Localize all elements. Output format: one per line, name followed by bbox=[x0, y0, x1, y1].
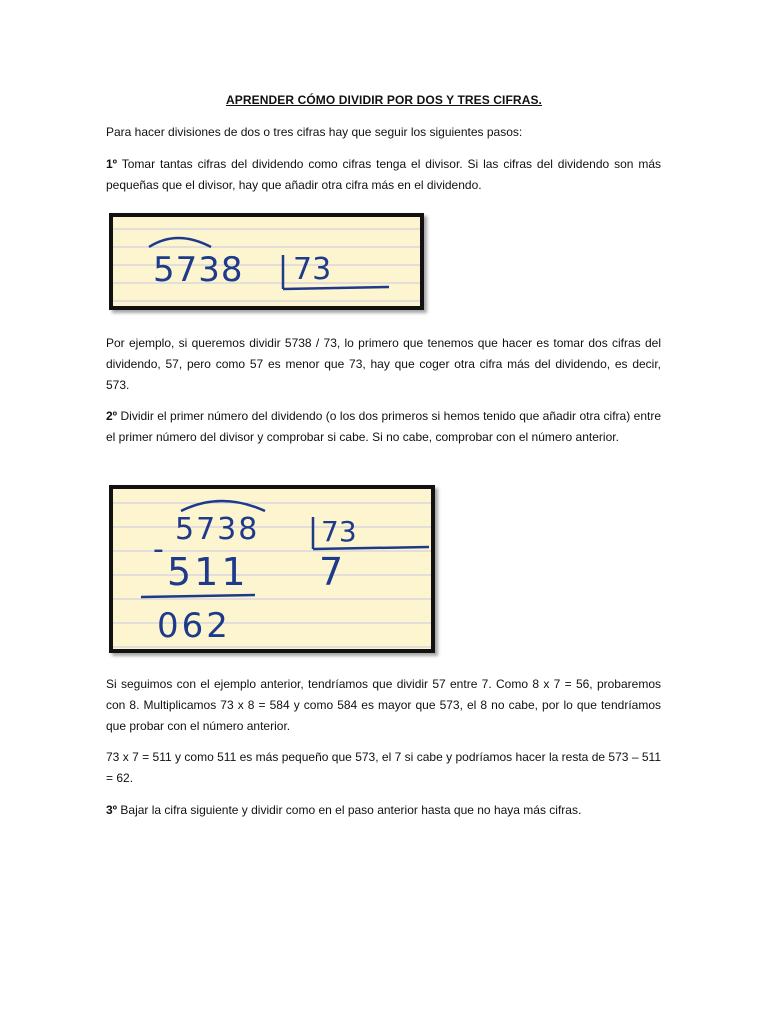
step3-text: Bajar la cifra siguiente y dividir como en el paso anterior hasta que no haya más cifras. bbox=[117, 803, 582, 817]
figure2-subtrahend: 511 bbox=[167, 550, 249, 594]
division-bracket-horizontal bbox=[283, 287, 389, 289]
step1-label: 1º bbox=[106, 157, 118, 171]
dividend-arc bbox=[149, 238, 211, 247]
example3-paragraph: 73 x 7 = 511 y como 511 es más pequeño que 573, el 7 si cabe y podríamos hacer la resta de 573 – 511 = 62. bbox=[106, 750, 661, 785]
step3-label: 3º bbox=[106, 803, 118, 817]
document-title: APRENDER CÓMO DIVIDIR POR DOS Y TRES CIFRAS. bbox=[226, 93, 542, 107]
figure2-svg bbox=[113, 489, 431, 649]
subtraction-line bbox=[141, 595, 255, 597]
example1-paragraph: Por ejemplo, si queremos dividir 5738 / 73, lo primero que tenemos que hacer es tomar dos cifras del dividendo, 57, pero como 57 es menor que 73, hay que coger otra cifra más del dividendo, es decir, 573. bbox=[106, 336, 661, 392]
figure-division-first-step bbox=[109, 485, 435, 653]
step1-paragraph bbox=[106, 154, 661, 196]
step2-label: 2º bbox=[106, 409, 118, 423]
intro-paragraph: Para hacer divisiones de dos o tres cifras hay que seguir los siguientes pasos: bbox=[106, 125, 523, 139]
figure2-dividend: 5738 bbox=[175, 512, 260, 547]
figure1-divisor: 73 bbox=[293, 252, 332, 287]
figure1-svg bbox=[113, 217, 420, 306]
step1-text: Tomar tantas cifras del dividendo como cifras tenga el divisor. Si las cifras del dividendo son más pequeñas que el divisor, hay que añadir otra cifra más en el dividendo. bbox=[106, 157, 661, 192]
figure2-quotient: 7 bbox=[319, 550, 344, 594]
figure2-remainder: 062 bbox=[157, 606, 231, 646]
step2-paragraph bbox=[106, 406, 661, 448]
step2-text: Dividir el primer número del dividendo (o los dos primeros si hemos tenido que añadir otra cifra) entre el primer número del divisor y comprobar si cabe. Si no cabe, comprobar con el número anterior. bbox=[106, 409, 661, 444]
figure-division-setup bbox=[109, 213, 424, 310]
figure2-minus-sign: - bbox=[153, 532, 164, 567]
figure2-divisor: 73 bbox=[321, 515, 357, 548]
step3-paragraph bbox=[106, 800, 661, 821]
example2-paragraph: Si seguimos con el ejemplo anterior, tendríamos que dividir 57 entre 7. Como 8 x 7 = 56, probaremos con 8. Multiplicamos 73 x 8 = 584 y como 584 es mayor que 573, el 8 no cabe, por lo que tendríamos que probar con el número anterior. bbox=[106, 677, 661, 733]
figure1-dividend: 5738 bbox=[153, 250, 244, 290]
